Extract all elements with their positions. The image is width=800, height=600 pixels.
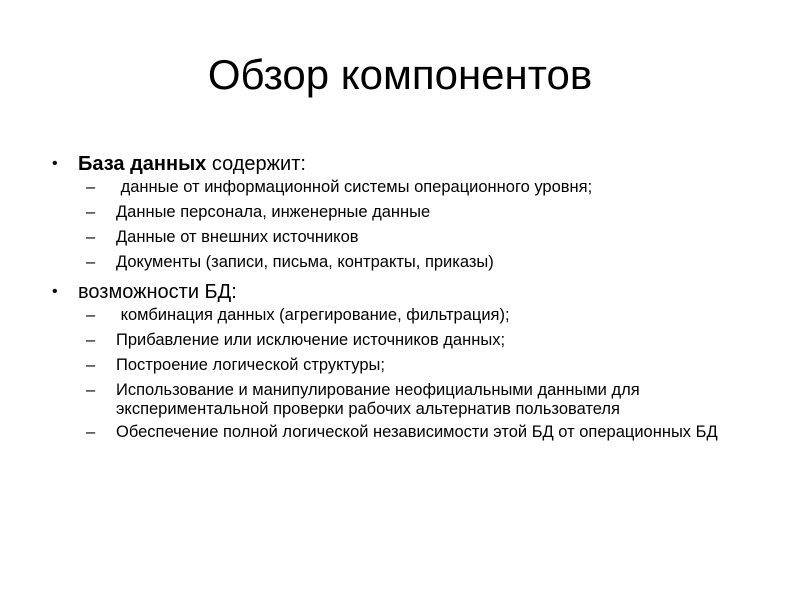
dash-icon: – (86, 178, 96, 196)
list-item (48, 381, 686, 419)
bullet-heading-bold: База данных (78, 153, 207, 175)
list-item (48, 423, 756, 442)
dash-icon: – (86, 423, 96, 441)
database-contents-list (48, 178, 748, 272)
list-item-text: Обеспечение полной логической независимости этой БД от операционных БД (116, 423, 718, 441)
bullet-heading-text: возможности БД: (78, 281, 237, 303)
bullet-icon: • (52, 283, 58, 300)
dash-icon: – (86, 306, 96, 324)
slide-content (48, 148, 748, 450)
dash-icon: – (86, 356, 96, 374)
list-item (48, 306, 748, 325)
list-item (48, 331, 748, 350)
database-capabilities-list (48, 306, 748, 442)
list-item (48, 203, 748, 222)
slide-title: Обзор компонентов (207, 51, 593, 98)
list-item-text: комбинация данных (агрегирование, фильтрация); (116, 306, 510, 324)
list-item (48, 178, 748, 197)
list-item (48, 356, 748, 375)
bullet-database-contents (48, 152, 748, 176)
list-item-text: данные от информационной системы операционного уровня; (116, 178, 593, 196)
dash-icon: – (86, 203, 96, 221)
list-item-text: Прибавление или исключение источников данных; (116, 331, 506, 349)
dash-icon: – (86, 381, 96, 399)
dash-icon: – (86, 228, 96, 246)
dash-icon: – (86, 331, 96, 349)
list-item (48, 228, 748, 247)
list-item-text: Данные персонала, инженерные данные (116, 203, 431, 221)
bullet-heading-text: содержит: (206, 153, 306, 175)
list-item-text: Документы (записи, письма, контракты, приказы) (116, 253, 494, 271)
list-item-text: Использование и манипулирование неофициальными данными для экспериментальной проверки рабочих альтернатив пользователя (116, 381, 640, 418)
bullet-database-capabilities (48, 280, 748, 304)
list-item-text: Данные от внешних источников (116, 228, 359, 246)
list-item-text: Построение логической структуры; (116, 356, 385, 374)
list-item (48, 253, 748, 272)
bullet-icon: • (52, 155, 58, 172)
dash-icon: – (86, 253, 96, 271)
